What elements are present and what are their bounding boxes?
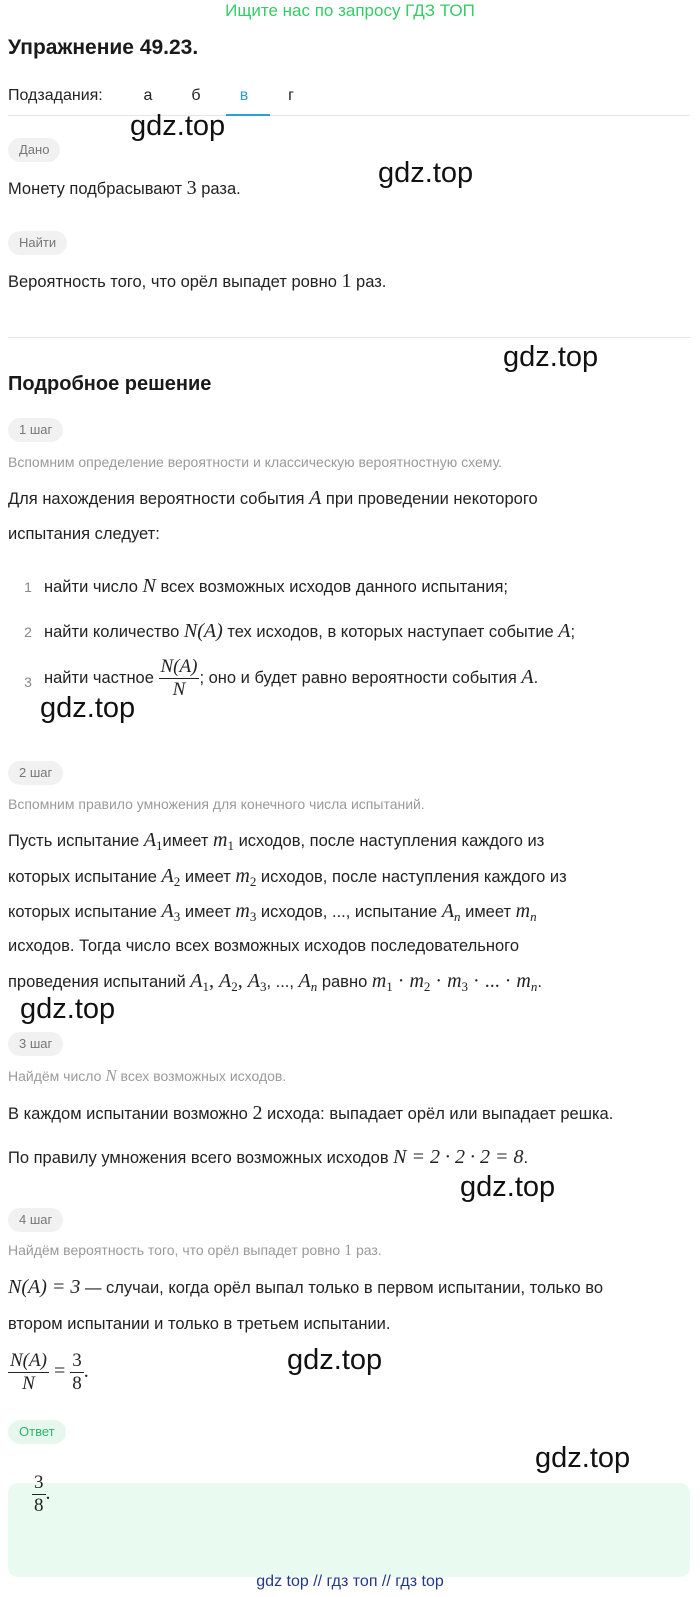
tab-b[interactable]: б: [191, 87, 201, 104]
tab-g[interactable]: г: [288, 87, 294, 104]
tab-v[interactable]: в: [239, 87, 249, 104]
step4-formula: $\frac{N(A)}{N}$ = $\frac{3}{8}$ .: [10, 1350, 89, 1394]
watermark: gdz.top: [378, 157, 474, 189]
answer-box: [8, 1483, 690, 1577]
list-number: 3: [24, 674, 32, 690]
step3-badge: 3 шаг: [8, 1032, 63, 1056]
promo-banner: Ищите нас по запросу ГДЗ ТОП: [225, 1, 475, 20]
watermark: gdz.top: [130, 110, 226, 142]
step2-hint: Вспомним правило умножения для конечного числа испытаний.: [8, 796, 425, 812]
answer-value: $\frac{3}{8}$ .: [34, 1472, 51, 1516]
section-divider: [8, 337, 690, 338]
subtasks-label: Подзадания:: [8, 87, 103, 104]
step1-line2: испытания следует:: [8, 525, 160, 543]
find-text: Вероятность того, что орёл выпадет ровно 1 раз.: [8, 270, 387, 292]
find-badge: Найти: [8, 231, 67, 255]
solution-title: Подробное решение: [8, 373, 212, 395]
list-number: 1: [24, 579, 32, 595]
watermark: gdz.top: [535, 1442, 631, 1474]
active-tab-indicator: [226, 114, 270, 116]
step1-line1: Для нахождения вероятности события A при проведении некоторого: [8, 487, 538, 509]
watermark: gdz.top: [503, 341, 599, 373]
watermark: gdz.top: [20, 993, 116, 1025]
step2-line1: Пусть испытание $A_1имеет$ $m_1$ исходов, после наступления каждого из: [8, 829, 545, 853]
step1-item1: найти число N всех возможных исходов данного испытания;: [44, 575, 509, 597]
step1-hint: Вспомним определение вероятности и классическую вероятностную схему.: [8, 454, 503, 470]
watermark: gdz.top: [460, 1171, 556, 1203]
step2-line4: исходов. Тогда число всех возможных исходов последовательного: [8, 937, 519, 955]
step2-badge: 2 шаг: [8, 761, 63, 785]
watermark: gdz.top: [287, 1344, 383, 1376]
step4-line2: втором испытании и только в третьем испытании.: [8, 1315, 391, 1333]
step4-hint: Найдём вероятность того, что орёл выпадет ровно 1 раз.: [8, 1242, 382, 1259]
step3-line2: По правилу умножения всего возможных исходов N = 2 · 2 · 2 = 8.: [8, 1146, 529, 1168]
step3-hint: Найдём число N всех возможных исходов.: [8, 1066, 287, 1085]
tabs-divider: [8, 115, 690, 116]
exercise-title: Упражнение 49.23.: [8, 36, 199, 59]
step4-line1: N(A) = 3 — случаи, когда орёл выпал только в первом испытании, только во: [8, 1276, 604, 1298]
tab-a[interactable]: а: [143, 87, 153, 104]
step1-item2: найти количество N(A) тех исходов, в которых наступает событие A;: [44, 620, 576, 642]
watermark: gdz.top: [40, 692, 136, 724]
step3-line1: В каждом испытании возможно 2 исхода: выпадает орёл или выпадает решка.: [8, 1102, 614, 1124]
step4-badge: 4 шаг: [8, 1208, 63, 1232]
step1-badge: 1 шаг: [8, 418, 63, 442]
step2-line2: которых испытание $A_2$ имеет $m_2$ исходов, после наступления каждого из: [8, 865, 567, 889]
footer-links[interactable]: gdz top // гдз топ // гдз top: [256, 1573, 444, 1590]
step1-item3: найти частное $\frac{N(A)}{N}$ ; оно и будет равно вероятности события A.: [44, 656, 539, 700]
given-text: Монету подбрасывают 3 раза.: [8, 177, 241, 199]
given-badge: Дано: [8, 138, 60, 162]
step2-line3: которых испытание $A_3$ имеет $m_3$ исходов, ..., испытание $A_n$ имеет $m_n$: [8, 900, 537, 924]
answer-badge: Ответ: [8, 1420, 66, 1444]
step2-line5: проведения испытаний $A_1$, $A_2$, $A_3$, ..., $A_n$ равно $m_1 \cdot m_2 \cdot m_3$ · ... · $m_n$.: [8, 970, 542, 994]
fraction: $\frac{N(A)}{N}$: [160, 656, 198, 700]
list-number: 2: [24, 624, 32, 640]
